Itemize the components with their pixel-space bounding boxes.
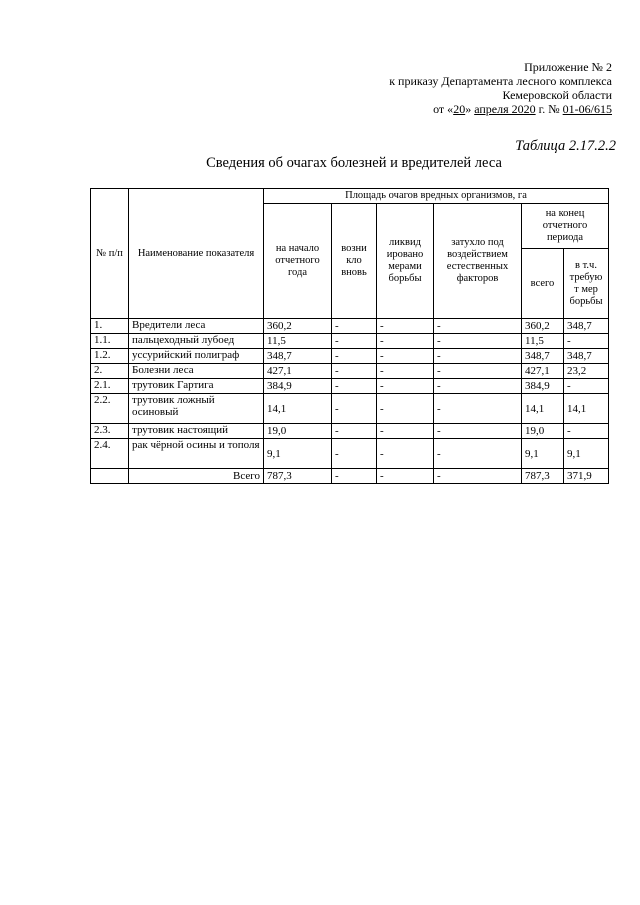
row-liquidated: - <box>377 394 434 424</box>
header-new: возни кло вновь <box>332 204 377 319</box>
row-new: - <box>332 424 377 439</box>
total-start: 787,3 <box>264 469 332 484</box>
row-end-control: 9,1 <box>564 439 609 469</box>
row-end-total: 14,1 <box>522 394 564 424</box>
row-name: Вредители леса <box>129 319 264 334</box>
total-end-total: 787,3 <box>522 469 564 484</box>
row-end-control: 23,2 <box>564 364 609 379</box>
date-month-year: апреля 2020 <box>474 102 536 116</box>
row-new: - <box>332 349 377 364</box>
row-start: 427,1 <box>264 364 332 379</box>
table-row <box>91 424 609 439</box>
table-row <box>91 364 609 379</box>
header-end-control: в т.ч. требую т мер борьбы <box>564 249 609 319</box>
row-start: 9,1 <box>264 439 332 469</box>
row-no: 1. <box>91 319 129 334</box>
total-end-control: 371,9 <box>564 469 609 484</box>
row-name: трутовик ложный осиновый <box>129 394 264 424</box>
row-name: уссурийский полиграф <box>129 349 264 364</box>
row-end-total: 427,1 <box>522 364 564 379</box>
table-row <box>91 439 609 469</box>
table-row <box>91 319 609 334</box>
number-prefix: г. № <box>535 102 563 116</box>
page-title: Сведения об очагах болезней и вредителей леса <box>206 155 502 171</box>
row-faded: - <box>434 319 522 334</box>
row-start: 348,7 <box>264 349 332 364</box>
row-no: 2.1. <box>91 379 129 394</box>
row-no: 1.1. <box>91 334 129 349</box>
date-day: 20 <box>453 102 466 116</box>
total-liquidated: - <box>377 469 434 484</box>
row-no: 1.2. <box>91 349 129 364</box>
table-row <box>91 379 609 394</box>
pests-table <box>90 188 609 484</box>
header-no: № п/п <box>91 189 129 319</box>
appendix-line-2: к приказу Департамента лесного комплекса <box>389 74 612 88</box>
header-name: Наименование показателя <box>129 189 264 319</box>
row-liquidated: - <box>377 439 434 469</box>
row-start: 19,0 <box>264 424 332 439</box>
row-start: 360,2 <box>264 319 332 334</box>
row-end-total: 11,5 <box>522 334 564 349</box>
table-row <box>91 394 609 424</box>
row-end-total: 360,2 <box>522 319 564 334</box>
total-label: Всего <box>129 469 264 484</box>
date-prefix: от « <box>433 102 454 116</box>
row-end-control: - <box>564 424 609 439</box>
row-faded: - <box>434 349 522 364</box>
row-name: рак чёрной осины и тополя <box>129 439 264 469</box>
row-new: - <box>332 394 377 424</box>
row-new: - <box>332 334 377 349</box>
row-liquidated: - <box>377 379 434 394</box>
row-faded: - <box>434 364 522 379</box>
total-row <box>91 469 609 484</box>
row-end-total: 9,1 <box>522 439 564 469</box>
appendix-block <box>352 60 612 116</box>
row-end-control: 14,1 <box>564 394 609 424</box>
row-new: - <box>332 379 377 394</box>
row-no: 2.3. <box>91 424 129 439</box>
date-mid: » <box>465 102 475 116</box>
row-no: 2.4. <box>91 439 129 469</box>
header-area-group: Площадь очагов вредных организмов, га <box>264 189 609 204</box>
row-liquidated: - <box>377 364 434 379</box>
header-start: на начало отчетного года <box>264 204 332 319</box>
row-no: 2. <box>91 364 129 379</box>
row-liquidated: - <box>377 319 434 334</box>
row-end-total: 384,9 <box>522 379 564 394</box>
row-end-control: - <box>564 334 609 349</box>
order-number: 01-06/615 <box>562 102 612 116</box>
row-faded: - <box>434 424 522 439</box>
row-liquidated: - <box>377 424 434 439</box>
row-name: пальцеходный лубоед <box>129 334 264 349</box>
row-liquidated: - <box>377 334 434 349</box>
row-faded: - <box>434 439 522 469</box>
appendix-line-1: Приложение № 2 <box>524 60 612 74</box>
row-start: 11,5 <box>264 334 332 349</box>
row-end-control: - <box>564 379 609 394</box>
appendix-line-4 <box>352 102 612 116</box>
row-name: трутовик Гартига <box>129 379 264 394</box>
table-row <box>91 349 609 364</box>
row-start: 384,9 <box>264 379 332 394</box>
row-new: - <box>332 439 377 469</box>
row-new: - <box>332 364 377 379</box>
table-id: Таблица 2.17.2.2 <box>515 138 616 154</box>
row-end-control: 348,7 <box>564 349 609 364</box>
table-row <box>91 334 609 349</box>
row-no: 2.2. <box>91 394 129 424</box>
row-end-total: 348,7 <box>522 349 564 364</box>
row-name: Болезни леса <box>129 364 264 379</box>
header-liquidated: ликвид ированo мерами борьбы <box>377 204 434 319</box>
row-name: трутовик настоящий <box>129 424 264 439</box>
row-new: - <box>332 319 377 334</box>
total-new: - <box>332 469 377 484</box>
total-faded: - <box>434 469 522 484</box>
row-faded: - <box>434 394 522 424</box>
header-end-total: всего <box>522 249 564 319</box>
header-faded: затухло под воздействием естественных факторов <box>434 204 522 319</box>
total-cell-blank <box>91 469 129 484</box>
row-faded: - <box>434 334 522 349</box>
appendix-line-3: Кемеровской области <box>502 88 612 102</box>
row-start: 14,1 <box>264 394 332 424</box>
row-end-control: 348,7 <box>564 319 609 334</box>
row-liquidated: - <box>377 349 434 364</box>
header-end-group: на конец отчетного периода <box>522 204 609 249</box>
row-faded: - <box>434 379 522 394</box>
row-end-total: 19,0 <box>522 424 564 439</box>
